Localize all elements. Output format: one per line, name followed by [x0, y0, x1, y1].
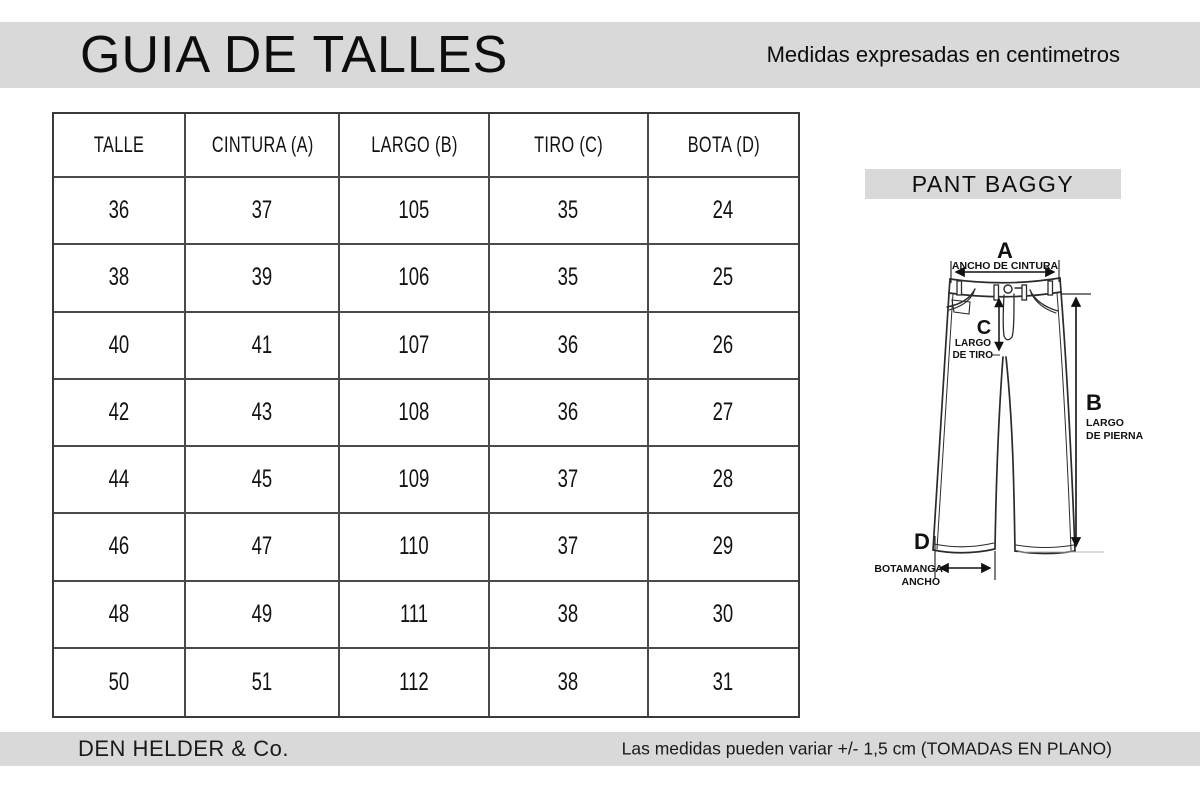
table-cell [649, 380, 798, 447]
label-d-letter: D [914, 529, 930, 554]
label-c-letter: C [976, 317, 992, 339]
table-cell [490, 447, 649, 514]
table-cell-value: 43 [252, 397, 273, 426]
table-cell [490, 245, 649, 312]
table-cell [186, 514, 340, 581]
product-name-badge: PANT BAGGY [865, 169, 1121, 199]
table-cell-value: 41 [252, 330, 273, 359]
header-subtitle: Medidas expresadas en centimetros [766, 42, 1120, 67]
table-cell-value: 51 [252, 667, 273, 696]
table-cell-value: 38 [108, 263, 130, 292]
label-b-letter: B [1086, 390, 1102, 415]
table-cell-value: 110 [399, 532, 429, 561]
table-cell [490, 649, 649, 716]
table-cell [649, 514, 798, 581]
pants-diagram [870, 233, 1190, 598]
column-header-label: LARGO (B) [370, 132, 458, 157]
table-cell [490, 313, 649, 380]
table-cell [649, 178, 798, 245]
table-cell-value: 48 [108, 599, 130, 628]
size-table [52, 112, 800, 718]
table-cell-value: 29 [713, 532, 734, 561]
table-cell-value: 109 [398, 465, 430, 494]
label-b-text-line1: LARGO [1086, 417, 1124, 429]
table-cell [340, 178, 489, 245]
table-cell [340, 514, 489, 581]
table-cell-value: 107 [398, 330, 430, 359]
table-cell [186, 582, 340, 649]
table-cell-value: 26 [713, 330, 734, 359]
label-d-text-line1: BOTAMANGA [874, 563, 943, 575]
table-cell [490, 514, 649, 581]
column-header-largo [340, 114, 489, 178]
label-c-text-line1: LARGO [954, 338, 991, 349]
table-cell-value: 44 [108, 465, 130, 494]
table-cell-value: 46 [108, 532, 130, 561]
header-bar [0, 22, 1200, 88]
label-c-text-line2: DE TIRO [952, 350, 993, 361]
measure-arrows [940, 272, 1076, 568]
table-cell [54, 447, 186, 514]
table-cell [649, 245, 798, 312]
table-cell-value: 36 [557, 397, 579, 426]
table-cell [186, 178, 340, 245]
table-cell-value: 36 [108, 196, 130, 225]
table-cell-value: 28 [713, 465, 734, 494]
table-cell [186, 245, 340, 312]
table-cell-value: 39 [252, 263, 273, 292]
column-header-label: TALLE [93, 132, 145, 157]
table-cell [54, 649, 186, 716]
label-a-text: ANCHO DE CINTURA [951, 260, 1059, 272]
table-cell [340, 649, 489, 716]
table-cell-value: 37 [252, 196, 273, 225]
table-cell-value: 49 [252, 599, 273, 628]
table-cell [340, 313, 489, 380]
table-cell [340, 245, 489, 312]
table-cell-value: 50 [108, 667, 130, 696]
table-cell [649, 313, 798, 380]
table-cell-value: 38 [557, 599, 579, 628]
table-cell [54, 380, 186, 447]
table-cell [186, 447, 340, 514]
table-cell-value: 35 [557, 196, 579, 225]
table-cell [54, 582, 186, 649]
column-header-label: TIRO (C) [533, 132, 603, 157]
table-cell-value: 37 [557, 465, 579, 494]
column-header-cintura [186, 114, 340, 178]
table-cell [54, 313, 186, 380]
pants-outline [933, 278, 1075, 554]
measure-guides [935, 260, 1104, 580]
table-cell-value: 27 [713, 397, 734, 426]
column-header-tiro [490, 114, 649, 178]
table-cell [54, 514, 186, 581]
table-cell [649, 649, 798, 716]
table-cell [340, 582, 489, 649]
footer-bar [0, 732, 1200, 766]
column-header-label: BOTA (D) [687, 132, 760, 157]
footer-note: Las medidas pueden variar +/- 1,5 cm (TOMADAS EN PLANO) [621, 738, 1112, 759]
table-cell-value: 37 [557, 532, 579, 561]
table-cell-value: 45 [252, 465, 273, 494]
table-cell [649, 582, 798, 649]
label-a-letter: A [997, 238, 1013, 263]
button-icon [1004, 285, 1012, 293]
table-cell [186, 380, 340, 447]
table-cell [490, 380, 649, 447]
column-header-bota [649, 114, 798, 178]
table-cell-value: 31 [713, 667, 734, 696]
table-cell [340, 380, 489, 447]
page-title: GUIA DE TALLES [80, 26, 509, 84]
table-cell [54, 245, 186, 312]
table-cell-value: 25 [713, 263, 734, 292]
table-cell [649, 447, 798, 514]
table-cell-value: 35 [557, 263, 579, 292]
table-cell-value: 36 [557, 330, 579, 359]
table-cell [54, 178, 186, 245]
column-header-talle [54, 114, 186, 178]
table-cell-value: 108 [398, 397, 430, 426]
table-cell-value: 112 [399, 667, 429, 696]
table-cell-value: 47 [252, 532, 273, 561]
table-cell-value: 106 [398, 263, 430, 292]
table-cell-value: 24 [713, 196, 734, 225]
table-cell [186, 649, 340, 716]
table-cell-value: 111 [399, 599, 429, 628]
table-cell-value: 105 [398, 196, 430, 225]
table-cell-value: 40 [108, 330, 130, 359]
table-cell [490, 582, 649, 649]
label-b-text-line2: DE PIERNA [1086, 430, 1144, 442]
table-cell-value: 30 [713, 599, 734, 628]
table-cell [340, 447, 489, 514]
table-cell [490, 178, 649, 245]
column-header-label: CINTURA (A) [211, 132, 314, 157]
table-cell [186, 313, 340, 380]
brand-name: DEN HELDER & Co. [78, 736, 289, 761]
label-d-text-line2: ANCHO [901, 576, 940, 588]
table-cell-value: 42 [108, 397, 130, 426]
table-cell-value: 38 [557, 667, 579, 696]
